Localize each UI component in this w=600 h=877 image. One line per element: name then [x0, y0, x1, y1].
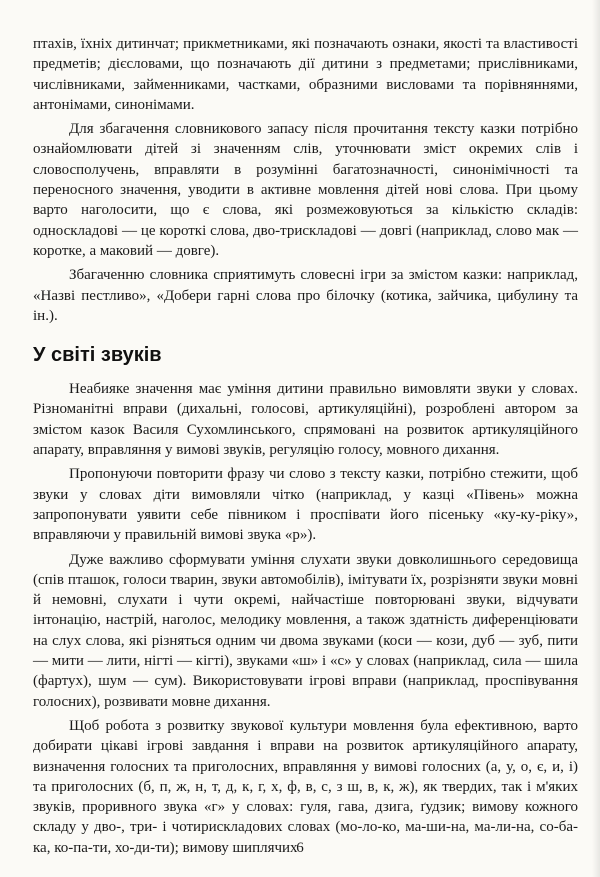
- page-number: 6: [296, 840, 304, 856]
- paragraph-7: Щоб робота з розвитку звукової культури мовлення була ефективною, варто добирати цікаві ігрові завдання і вправи на розвиток артикуляційного апарату, визначення голосних та приголосних, вправляння у вимові голосних (а, у, о, є, и, і) та приголосних (б, п, ж, н, т, д, к, г, х, ф, в, с, з ш, в, к, ж), як твердих, так і м'яких звуків, проривного звука «г» у словах: гуля, гава, дзига, ґудзик; вимову кожного складу у дво-, три- і чотирискладових словах (мо-ло-ко, ма-ши-на, ма-ли-на, со-ба-ка, ко-па-ти, хо-ди-ти); вимову шиплячих: [33, 717, 578, 856]
- section-heading: У світі звуків: [33, 344, 162, 367]
- page-body: [33, 34, 578, 858]
- paragraph-6: Дуже важливо сформувати уміння слухати звуки довколишнього середовища (спів пташок, голоси тварин, звуки автомобілів), імітувати їх, розрізняти звуки мовні й немовні, слухати і чути окремі, найчастіше повторювані звуки, відчувати інтонацію, настрій, наголос, мелодику мовлення, а також здатність диференціювати на слух слова, які різняться одним чи двома звуками (коси — кози, дуб — зуб, пити — мити — лити, нігті — кігті), звуками «ш» і «с» у словах (наприклад, сила — шила (фартух), шум — сум). Використовувати ігрові вправи (наприклад, проспівування голосних), розвивати мовне дихання.: [33, 551, 578, 710]
- paragraph-2: Для збагачення словникового запасу після прочитання тексту казки потрібно ознайомлювати дітей зі значенням слів, уточнювати зміст окремих слів і словосполучень, вправляти в розумінні багатозначності, синонімічності та переносного значення, уводити в активне мовлення дітей нові слова. При цьому варто наголосити, що є слова, які розмежовуються за кількістю складів: односкладові — це короткі слова, дво-трискладові — довгі (наприклад, слово мак — коротке, а маковий — довге).: [33, 121, 578, 259]
- paragraph-5: Пропонуючи повторити фразу чи слово з тексту казки, потрібно стежити, щоб звуки у словах діти вимовляли чітко (наприклад, у казці «Півень» можна запропонувати уявити себе півником і проспівати його пісеньку «ку-ку-ріку», вправляючи у правильній вимові звука «р»).: [33, 466, 578, 544]
- page-edge-shadow: [592, 0, 600, 877]
- paragraph-3: Збагаченню словника сприятимуть словесні ігри за змістом казки: наприклад, «Назві пестливо», «Добери гарні слова про білочку (котика, зайчика, цибулину та ін.).: [33, 267, 578, 324]
- paragraph-4: Неабияке значення має уміння дитини правильно вимовляти звуки у словах. Різноманітні вправи (дихальні, голосові, артикуляційні), розроблені автором за змістом казок Василя Сухомлинського, спрямовані на розвиток артикуляційного апарату, вправляння у вимові звуків, регуляцію голосу, мовного дихання.: [33, 381, 578, 459]
- paragraph-1: птахів, їхніх дитинчат; прикметниками, які позначають ознаки, якості та властивості предметів; дієсловами, що позначають дії дитини з предметами; прислівниками, числівниками, займенниками, частками, образними висловами та порівняннями, антонімами, синонімами.: [33, 36, 578, 113]
